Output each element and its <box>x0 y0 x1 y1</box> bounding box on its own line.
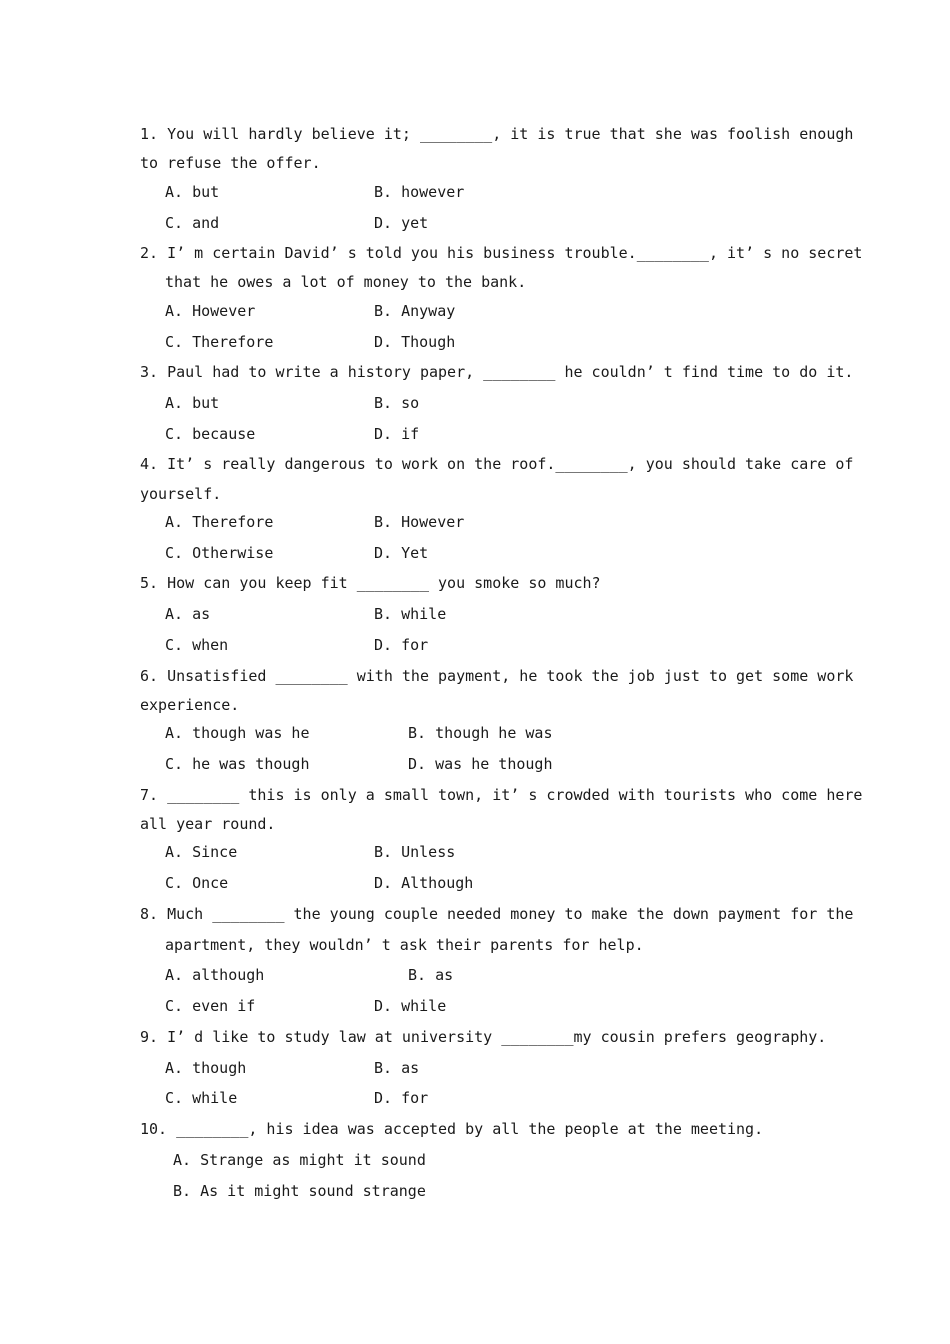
question-9-option-b: B. as <box>374 1059 420 1077</box>
question-10-line-1: 10. ________, his idea was accepted by all the people at the meeting. <box>140 1120 764 1138</box>
question-1-option-b: B. however <box>374 183 465 201</box>
question-5-option-b: B. while <box>374 605 447 623</box>
question-8-option-c: C. even if <box>165 997 256 1015</box>
question-9-option-a: A. though <box>165 1059 247 1077</box>
question-7-line-1: 7. ________ this is only a small town, it’ s crowded with tourists who come here <box>140 786 863 804</box>
question-10-option-b: B. As it might sound strange <box>173 1182 426 1200</box>
question-2-line-2: that he owes a lot of money to the bank. <box>165 273 527 291</box>
question-10-option-a: A. Strange as might it sound <box>173 1151 426 1169</box>
question-9-line-1: 9. I’ d like to study law at university ________my cousin prefers geography. <box>140 1028 827 1046</box>
question-4-line-2: yourself. <box>140 485 222 503</box>
question-8-option-b: B. as <box>408 966 454 984</box>
question-4-option-d: D. Yet <box>374 544 429 562</box>
question-8-line-1: 8. Much ________ the young couple needed money to make the down payment for the <box>140 905 854 923</box>
question-4-line-1: 4. It’ s really dangerous to work on the roof.________, you should take care of <box>140 455 854 473</box>
question-4-option-b: B. However <box>374 513 465 531</box>
question-7-option-a: A. Since <box>165 843 238 861</box>
question-5-option-c: C. when <box>165 636 229 654</box>
question-7-line-2: all year round. <box>140 815 276 833</box>
question-6-option-d: D. was he though <box>408 755 553 773</box>
question-7-option-d: D. Although <box>374 874 474 892</box>
question-5-option-a: A. as <box>165 605 211 623</box>
question-1-line-1: 1. You will hardly believe it; ________, it is true that she was foolish enough <box>140 125 854 143</box>
question-4-option-a: A. Therefore <box>165 513 274 531</box>
question-7-option-c: C. Once <box>165 874 229 892</box>
question-3-option-c: C. because <box>165 425 256 443</box>
question-4-option-c: C. Otherwise <box>165 544 274 562</box>
question-3-line-1: 3. Paul had to write a history paper, ________ he couldn’ t find time to do it. <box>140 363 854 381</box>
question-6-line-1: 6. Unsatisfied ________ with the payment, he took the job just to get some work <box>140 667 854 685</box>
question-2-option-a: A. However <box>165 302 256 320</box>
question-8-option-d: D. while <box>374 997 447 1015</box>
question-1-option-a: A. but <box>165 183 220 201</box>
question-1-option-d: D. yet <box>374 214 429 232</box>
question-2-option-b: B. Anyway <box>374 302 456 320</box>
question-6-option-a: A. though was he <box>165 724 310 742</box>
question-1-option-c: C. and <box>165 214 220 232</box>
question-2-option-d: D. Though <box>374 333 456 351</box>
question-8-option-a: A. although <box>165 966 265 984</box>
question-1-line-2: to refuse the offer. <box>140 154 321 172</box>
question-2-line-1: 2. I’ m certain David’ s told you his business trouble.________, it’ s no secret <box>140 244 863 262</box>
question-6-option-c: C. he was though <box>165 755 310 773</box>
question-6-option-b: B. though he was <box>408 724 553 742</box>
question-9-option-d: D. for <box>374 1089 429 1107</box>
question-2-option-c: C. Therefore <box>165 333 274 351</box>
question-8-line-2: apartment, they wouldn’ t ask their parents for help. <box>165 936 644 954</box>
question-5-option-d: D. for <box>374 636 429 654</box>
question-6-line-2: experience. <box>140 696 240 714</box>
question-3-option-b: B. so <box>374 394 420 412</box>
question-5-line-1: 5. How can you keep fit ________ you smoke so much? <box>140 574 601 592</box>
question-3-option-d: D. if <box>374 425 420 443</box>
question-3-option-a: A. but <box>165 394 220 412</box>
question-7-option-b: B. Unless <box>374 843 456 861</box>
question-9-option-c: C. while <box>165 1089 238 1107</box>
